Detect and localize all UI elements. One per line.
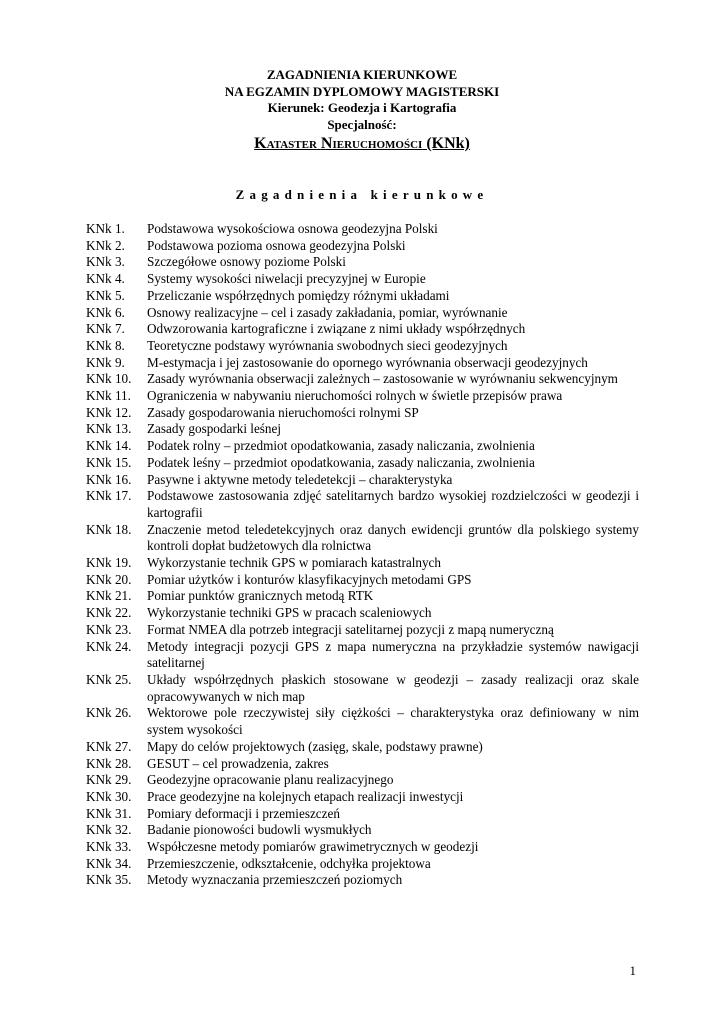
specialization-abbr: (KNk) [426,135,470,152]
item-text: Przeliczanie współrzędnych pomiędzy różnymi układami [147,287,450,303]
list-item [86,839,639,856]
item-text: Podstawowa wysokościowa osnowa geodezyjna Polski [147,221,438,236]
item-text: Zasady gospodarowania nieruchomości rolnymi SP [147,404,419,420]
list-item [86,806,639,823]
item-number: KNk 29. [86,772,132,788]
list-item [86,238,639,255]
list-item [86,221,639,238]
item-number: KNk 6. [86,304,125,320]
list-item [86,338,639,355]
item-number: KNk 16. [86,471,132,487]
list-item [86,789,639,806]
list-item [86,605,639,622]
item-number: KNk 35. [86,872,132,888]
list-item [86,488,639,521]
list-item [86,522,639,555]
item-text: Zasady wyrównania obserwacji zależnych – zastosowanie w wyrównaniu sekwencyjnym [147,371,618,387]
list-item [86,705,639,738]
item-text: Przemieszczenie, odkształcenie, odchyłka projektowa [147,855,431,871]
list-item [86,872,639,889]
header-specialization-label: Specjalność: [327,116,397,132]
list-item [86,756,639,773]
document-header [0,67,724,154]
specialization-word-1: Kataster [254,135,317,152]
list-item [86,472,639,489]
list-item [86,438,639,455]
topics-list [86,221,639,889]
item-number: KNk 14. [86,438,132,454]
item-text: Systemy wysokości niwelacji precyzyjnej w Europie [147,271,426,287]
item-text: Wektorowe pole rzeczywistej siły ciężkości – charakterystyka oraz definiowany w nim system wysokości [147,705,639,738]
item-text: Format NMEA dla potrzeb integracji satelitarnej pozycji z mapą numeryczną [147,621,554,637]
item-number: KNk 24. [86,638,132,654]
item-text: Pomiar użytków i konturów klasyfikacyjnych metodami GPS [147,571,472,587]
item-text: Geodezyjne opracowanie planu realizacyjnego [147,772,394,788]
section-heading: Zagadnienia kierunkowe [235,187,489,202]
item-number: KNk 26. [86,705,132,721]
list-item [86,856,639,873]
list-item [86,572,639,589]
item-text: Wykorzystanie technik GPS w pomiarach katastralnych [147,555,442,571]
item-text: Zasady gospodarki leśnej [147,421,282,437]
list-item [86,822,639,839]
list-item [86,772,639,789]
item-number: KNk 12. [86,404,132,420]
list-item [86,622,639,639]
item-number: KNk 23. [86,621,132,637]
item-number: KNk 7. [86,321,125,337]
list-item [86,639,639,672]
list-item [86,371,639,388]
item-text: Znaczenie metod teledetekcyjnych oraz danych ewidencji gruntów dla polskiego systemy kontroli dopłat budżetowych dla rolnictwa [147,521,639,554]
item-text: Osnowy realizacyjne – cel i zasady zakładania, pomiar, wyrównanie [147,304,508,320]
item-text: Teoretyczne podstawy wyrównania swobodnych sieci geodezyjnych [147,337,508,353]
item-number: KNk 4. [86,271,125,287]
item-number: KNk 15. [86,454,132,470]
item-number: KNk 27. [86,738,132,754]
item-number: KNk 19. [86,555,132,571]
item-text: Współczesne metody pomiarów grawimetrycznych w geodezji [147,839,479,855]
item-number: KNk 34. [86,855,132,871]
item-text: Podstawowe zastosowania zdjęć satelitarnych bardzo wysokiej rozdzielczości w geodezji i kartografii [147,488,639,520]
item-text: Pomiary deformacji i przemieszczeń [147,805,340,821]
item-number: KNk 17. [86,488,132,504]
item-text: Metody wyznaczania przemieszczeń poziomych [147,872,403,888]
list-item [86,321,639,338]
item-number: KNk 28. [86,755,132,771]
list-item [86,555,639,572]
list-item [86,672,639,705]
header-title: ZAGADNIENIA KIERUNKOWE [266,67,458,82]
item-number: KNk 25. [86,671,132,687]
item-text: Podatek rolny – przedmiot opodatkowania, zasady naliczania, zwolnienia [147,438,535,454]
item-number: KNk 21. [86,588,132,604]
item-text: Pasywne i aktywne metody teledetekcji – charakterystyka [147,471,453,487]
list-item [86,355,639,372]
list-item [86,271,639,288]
list-item [86,405,639,422]
item-text: Podatek leśny – przedmiot opodatkowania, zasady naliczania, zwolnienia [147,454,535,470]
list-item [86,455,639,472]
item-text: Układy współrzędnych płaskich stosowane w geodezji – zasady realizacji oraz skale opracowywanych w nich map [147,671,639,704]
item-number: KNk 1. [86,221,125,236]
item-text: Szczegółowe osnowy poziome Polski [147,254,346,270]
header-subtitle: NA EGZAMIN DYPLOMOWY MAGISTERSKI [224,83,500,99]
item-number: KNk 3. [86,254,125,270]
list-item [86,305,639,322]
item-number: KNk 18. [86,521,132,537]
item-number: KNk 30. [86,788,132,804]
item-number: KNk 11. [86,388,131,404]
list-item [86,588,639,605]
item-number: KNk 2. [86,237,125,253]
list-item [86,254,639,271]
item-text: M-estymacja i jej zastosowanie do opornego wyrównania obserwacji geodezyjnych [147,354,588,370]
page-number: 1 [629,963,636,978]
list-item [86,388,639,405]
item-number: KNk 33. [86,839,132,855]
specialization-title [0,134,724,154]
specialization-word-2: Nieruchomości [320,135,423,152]
item-text: GESUT – cel prowadzenia, zakres [147,755,329,771]
list-item [86,421,639,438]
item-text: Podstawowa pozioma osnowa geodezyjna Polski [147,237,406,253]
item-text: Ograniczenia w nabywaniu nieruchomości rolnych w świetle przepisów prawa [147,388,563,404]
item-number: KNk 9. [86,354,125,370]
item-text: Pomiar punktów granicznych metodą RTK [147,588,374,604]
item-text: Mapy do celów projektowych (zasięg, skale, podstawy prawne) [147,738,483,754]
item-text: Badanie pionowości budowli wysmukłych [147,822,372,838]
item-number: KNk 20. [86,571,132,587]
item-number: KNk 10. [86,371,132,387]
item-number: KNk 32. [86,822,132,838]
item-number: KNk 22. [86,605,132,621]
item-text: Prace geodezyjne na kolejnych etapach realizacji inwestycji [147,788,464,804]
item-number: KNk 8. [86,337,125,353]
item-number: KNk 5. [86,287,125,303]
item-text: Wykorzystanie techniki GPS w pracach scaleniowych [147,605,432,621]
list-item [86,739,639,756]
item-text: Odwzorowania kartograficzne i związane z nimi układy współrzędnych [147,321,526,337]
item-number: KNk 13. [86,421,132,437]
list-item [86,288,639,305]
item-number: KNk 31. [86,805,132,821]
item-text: Metody integracji pozycji GPS z mapa numeryczna na przykładzie systemów nawigacji satelitarnej [147,638,639,671]
header-field-of-study: Kierunek: Geodezja i Kartografia [267,100,457,115]
